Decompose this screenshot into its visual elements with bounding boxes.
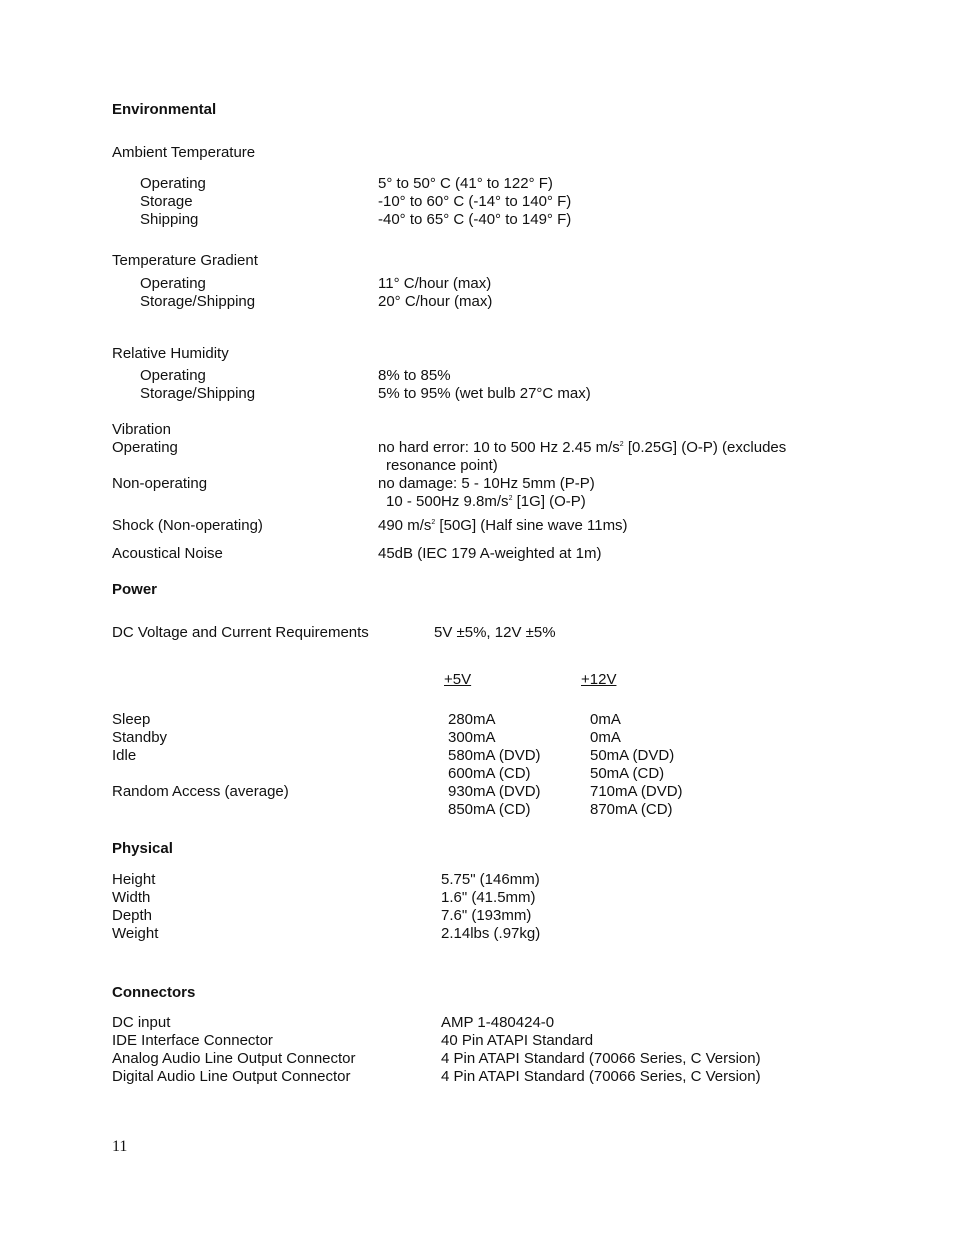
connector-row-value: 4 Pin ATAPI Standard (70066 Series, C Version) [441,1050,761,1067]
power-row-5v: 930mA (DVD) [448,783,541,800]
power-row-label: Random Access (average) [112,783,289,800]
physical-row-value: 2.14lbs (.97kg) [441,925,541,942]
ambient-shipping-label: Shipping [140,211,199,228]
vibration-nonop-value-cont: 10 - 500Hz $9.8m/s^2$ [1G] (O-P) [386,493,586,510]
vibration-nonop-value: no damage: 5 - 10Hz 5mm (P-P) [378,475,595,492]
power-row-5v: 850mA (CD) [448,801,531,818]
connector-row-label: Analog Audio Line Output Connector [112,1050,356,1067]
power-heading: Power [112,581,158,598]
vibration-operating-value: no hard error: 10 to 500 Hz 2.45 $m/s^2$ [0.25G] (O-P) (excludes [378,439,787,456]
power-row-12v: 0mA [590,729,621,746]
physical-row-label: Depth [112,907,153,924]
humidity-storage-value: 5% to 95% (wet bulb 27°C max) [378,385,591,402]
physical-row-value: 7.6" (193mm) [441,907,532,924]
physical-row-value: 1.6" (41.5mm) [441,889,536,906]
power-row-12v: 50mA (DVD) [590,747,675,764]
power-row-5v: 300mA [448,729,496,746]
vibration-label: Vibration [112,421,171,438]
power-row-label: Idle [112,747,137,764]
physical-heading: Physical [112,840,173,857]
power-row-5v: 600mA (CD) [448,765,531,782]
power-row-12v: 0mA [590,711,621,728]
ambient-operating-label: Operating [140,175,206,192]
dc-voltage-value: 5V ±5%, 12V ±5% [434,624,556,641]
shock-label: Shock (Non-operating) [112,517,263,534]
power-row-12v: 50mA (CD) [590,765,665,782]
vibration-operating-value-cont: resonance point) [386,457,498,474]
ambient-storage-value: -10° to 60° C (-14° to 140° F) [378,193,572,210]
power-row-label: Standby [112,729,168,746]
physical-row-label: Height [112,871,156,888]
power-row-label: Sleep [112,711,151,728]
physical-row-value: 5.75" (146mm) [441,871,540,888]
environmental-heading: Environmental [112,101,217,118]
connector-row-label: DC input [112,1014,171,1031]
acoustic-value: 45dB (IEC 179 A-weighted at 1m) [378,545,602,562]
gradient-operating-label: Operating [140,275,206,292]
physical-row-label: Weight [112,925,159,942]
power-row-5v: 580mA (DVD) [448,747,541,764]
connector-row-label: IDE Interface Connector [112,1032,273,1049]
ambient-temperature-label: Ambient Temperature [112,144,256,161]
power-row-12v: 870mA (CD) [590,801,673,818]
vibration-operating-label: Operating [112,439,178,456]
power-row-5v: 280mA [448,711,496,728]
gradient-operating-value: 11° C/hour (max) [378,275,492,292]
gradient-storage-label: Storage/Shipping [140,293,256,310]
gradient-storage-value: 20° C/hour (max) [378,293,493,310]
temperature-gradient-label: Temperature Gradient [112,252,258,269]
shock-value: 490 $m/s^2$ [50G] (Half sine wave 11ms) [378,517,628,534]
power-row-12v: 710mA (DVD) [590,783,683,800]
connectors-heading: Connectors [112,984,196,1001]
col-header-12v: +12V [581,671,617,688]
ambient-operating-value: 5° to 50° C (41° to 122° F) [378,175,553,192]
dc-voltage-label: DC Voltage and Current Requirements [112,624,369,641]
relative-humidity-label: Relative Humidity [112,345,229,362]
humidity-storage-label: Storage/Shipping [140,385,256,402]
page-number: 11 [112,1138,128,1155]
physical-row-label: Width [112,889,151,906]
acoustic-label: Acoustical Noise [112,545,223,562]
connector-row-value: 40 Pin ATAPI Standard [441,1032,594,1049]
connector-row-label: Digital Audio Line Output Connector [112,1068,351,1085]
connector-row-value: 4 Pin ATAPI Standard (70066 Series, C Version) [441,1068,761,1085]
humidity-operating-value: 8% to 85% [378,367,451,384]
ambient-storage-label: Storage [140,193,193,210]
col-header-5v: +5V [444,671,472,688]
connector-row-value: AMP 1-480424-0 [441,1014,555,1031]
humidity-operating-label: Operating [140,367,206,384]
vibration-nonop-label: Non-operating [112,475,208,492]
ambient-shipping-value: -40° to 65° C (-40° to 149° F) [378,211,572,228]
